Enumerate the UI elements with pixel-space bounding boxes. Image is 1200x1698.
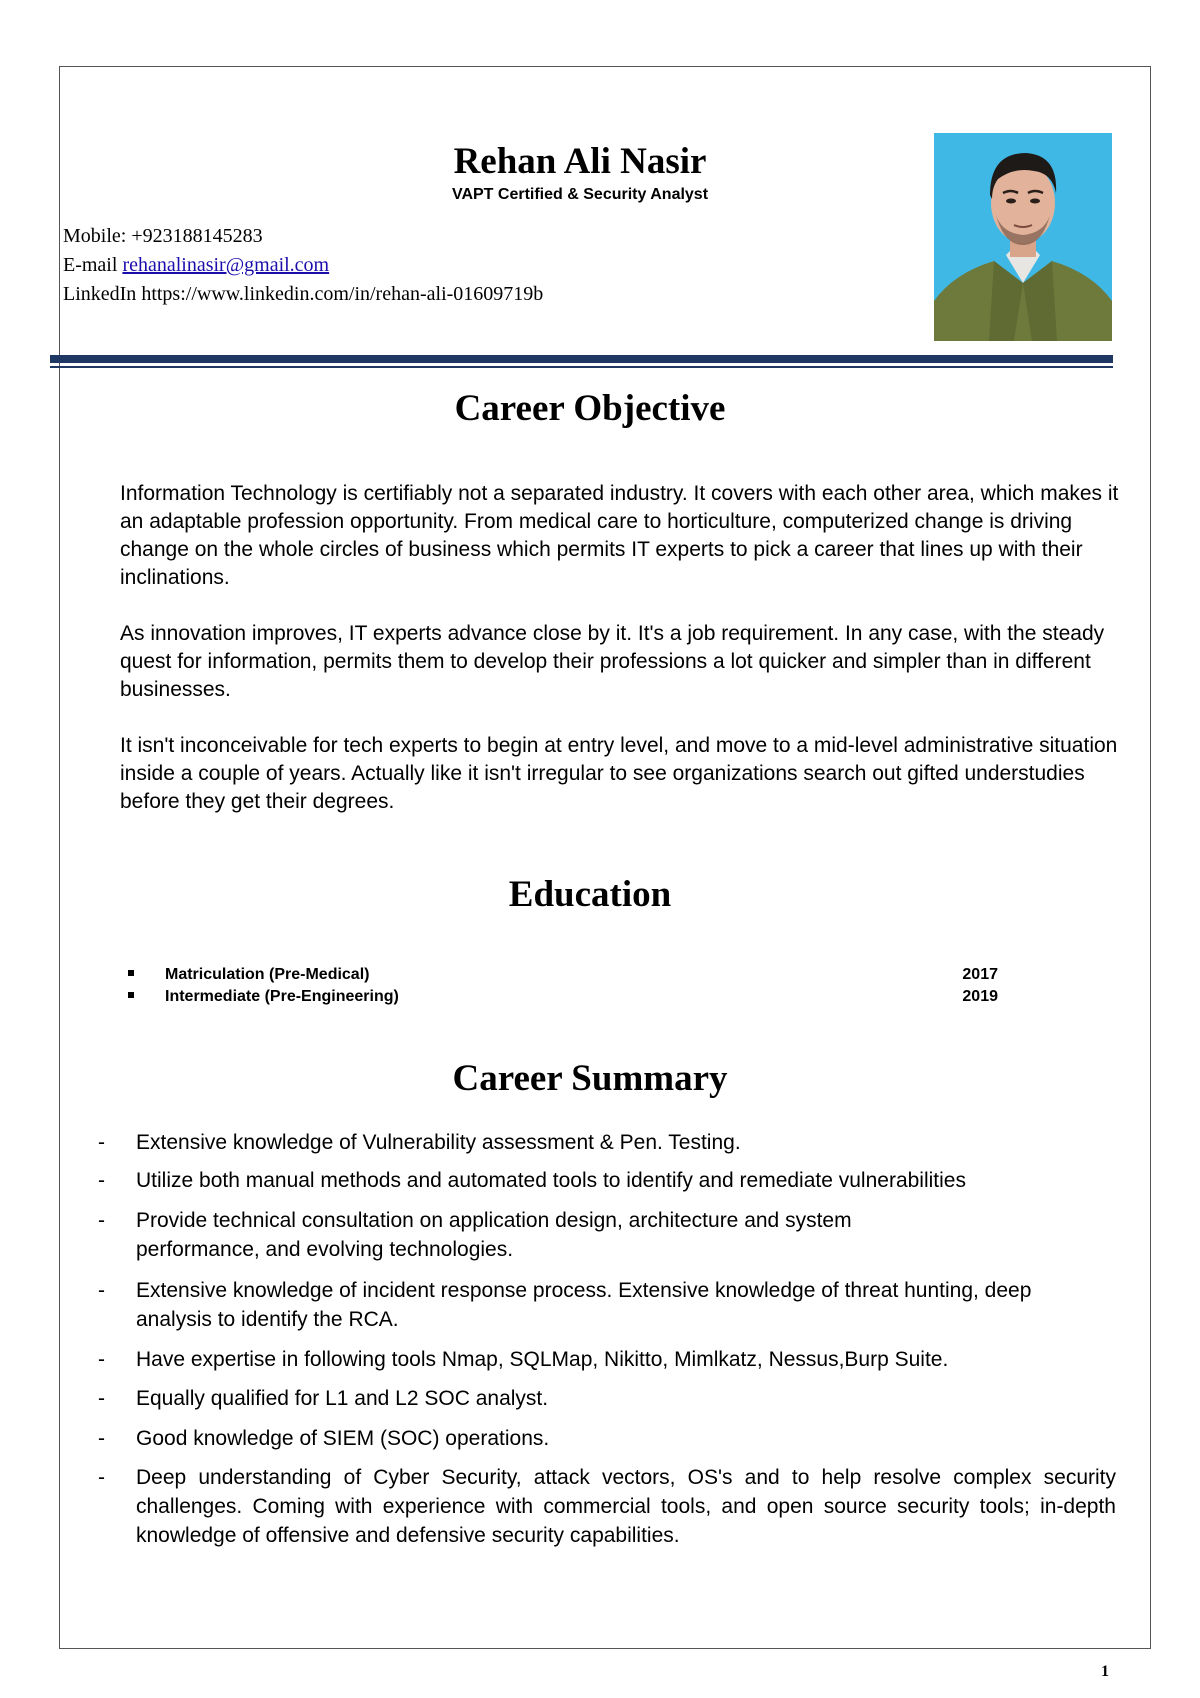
profile-photo: [934, 133, 1112, 341]
education-item: [128, 988, 998, 1010]
mobile-value: +923188145283: [131, 225, 263, 247]
education-degree: Intermediate (Pre-Engineering): [165, 988, 399, 1005]
dash-bullet-icon: -: [98, 1131, 105, 1154]
contact-email: [63, 251, 329, 280]
summary-text: Have expertise in following tools Nmap, SQLMap, Nikitto, Mimlkatz, Nessus,Burp Suite.: [136, 1348, 949, 1371]
email-link[interactable]: rehanalinasir@gmail.com: [122, 254, 330, 276]
education-year: 2019: [962, 988, 998, 1005]
summary-text: Extensive knowledge of Vulnerability assessment & Pen. Testing.: [136, 1131, 741, 1154]
profile-photo-illustration: [934, 133, 1112, 341]
dash-bullet-icon: -: [98, 1169, 105, 1192]
dash-bullet-icon: -: [98, 1466, 105, 1489]
linkedin-url: https://www.linkedin.com/in/rehan-ali-01609719b: [141, 283, 544, 305]
career-objective-heading: Career Objective: [454, 388, 726, 429]
dash-bullet-icon: -: [98, 1209, 105, 1232]
summary-text: Provide technical consultation on application design, architecture and system performance, and evolving technologies.: [136, 1209, 852, 1261]
square-bullet-icon: [128, 970, 134, 976]
dash-bullet-icon: -: [98, 1279, 105, 1302]
page-number: 1: [1101, 1663, 1109, 1680]
summary-text: Good knowledge of SIEM (SOC) operations.: [136, 1427, 550, 1450]
education-heading: Education: [508, 874, 672, 915]
linkedin-label: LinkedIn: [63, 283, 137, 305]
square-bullet-icon: [128, 992, 134, 998]
summary-text: Utilize both manual methods and automated tools to identify and remediate vulnerabilities: [136, 1169, 966, 1192]
dash-bullet-icon: -: [98, 1427, 105, 1450]
summary-text: Extensive knowledge of incident response process. Extensive knowledge of threat hunting, deep analysis to identify the RCA.: [136, 1279, 1032, 1331]
header-divider-thick: [50, 355, 1113, 363]
dash-bullet-icon: -: [98, 1348, 105, 1371]
contact-linkedin: [63, 280, 543, 309]
objective-paragraph: It isn't inconceivable for tech experts to begin at entry level, and move to a mid-level administrative situation inside a couple of years. Actually like it isn't irregular to see organizations search out gifted understudies before they get their degrees.: [120, 734, 1118, 813]
dash-bullet-icon: -: [98, 1387, 105, 1410]
candidate-name: Rehan Ali Nasir: [453, 141, 707, 182]
summary-text: Deep understanding of Cyber Security, attack vectors, OS's and to help resolve complex security challenges. Coming with experience with commercial tools, and open source security tools; in-depth knowledge of offensive and defensive security capabilities.: [136, 1466, 1116, 1547]
career-summary-heading: Career Summary: [452, 1058, 728, 1099]
objective-paragraph: Information Technology is certifiably not a separated industry. It covers with each other area, which makes it an adaptable profession opportunity. From medical care to horticulture, computerized change is driving change on the whole circles of business which permits IT experts to pick a career that lines up with their inclinations.: [120, 482, 1119, 589]
candidate-subtitle: VAPT Certified & Security Analyst: [451, 186, 709, 203]
education-degree: Matriculation (Pre-Medical): [165, 966, 370, 983]
education-item: [128, 966, 998, 988]
contact-mobile: [63, 222, 263, 251]
objective-paragraph: As innovation improves, IT experts advance close by it. It's a job requirement. In any case, with the steady quest for information, permits them to develop their professions a lot quicker and simpler than in different businesses.: [120, 622, 1105, 701]
mobile-label: Mobile:: [63, 225, 127, 247]
email-label: E-mail: [63, 254, 118, 276]
header-divider-thin: [50, 366, 1113, 368]
education-year: 2017: [962, 966, 998, 983]
summary-text: Equally qualified for L1 and L2 SOC analyst.: [136, 1387, 549, 1410]
